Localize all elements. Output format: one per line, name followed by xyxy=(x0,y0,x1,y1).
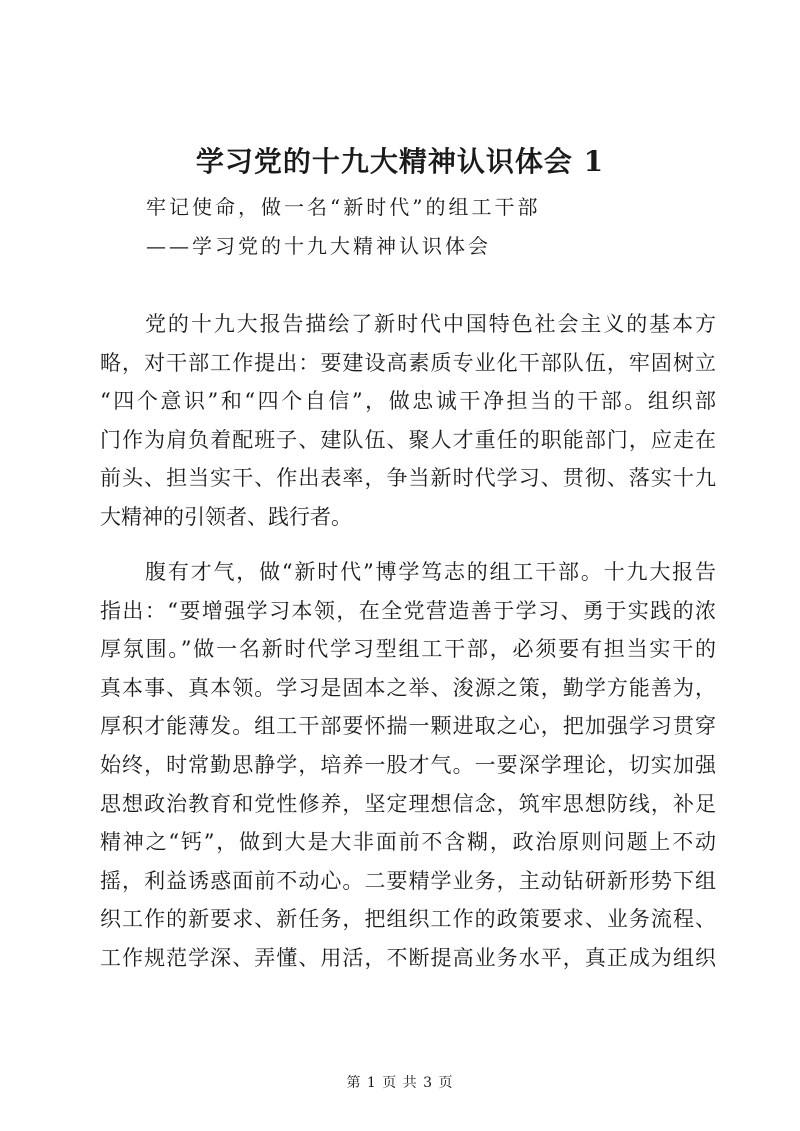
paragraph-line: 摇，利益诱惑面前不动心。二要精学业务，主动钻研新形势下组 xyxy=(100,868,716,893)
document-subtitle-line2: ——学习党的十九大精神认识体会 xyxy=(146,234,491,258)
page-footer: 第 1 页 共 3 页 xyxy=(346,1075,454,1091)
paragraph-1 xyxy=(100,305,716,537)
paragraph-line: 门作为肩负着配班子、建队伍、聚人才重任的职能部门，应走在 xyxy=(100,427,716,452)
paragraph-line: 指出：“要增强学习本领，在全党营造善于学习、勇于实践的浓 xyxy=(100,598,716,623)
paragraph-line: 厚积才能薄发。组工干部要怀揣一颗进取之心，把加强学习贯穿 xyxy=(100,714,716,739)
document-title: 学习党的十九大精神认识体会 1 xyxy=(195,145,605,178)
paragraph-line: 工作规范学深、弄懂、用活，不断提高业务水平，真正成为组织 xyxy=(100,945,716,970)
paragraph-line: 始终，时常勤思静学，培养一股才气。一要深学理论，切实加强 xyxy=(100,752,716,777)
paragraph-line: 大精神的引领者、践行者。 xyxy=(100,504,352,529)
paragraph-line: 前头、担当实干、作出表率，争当新时代学习、贯彻、落实十九 xyxy=(100,466,716,491)
paragraph-line: “四个意识”和“四个自信”，做忠诚干净担当的干部。组织部 xyxy=(100,389,716,414)
paragraph-line: 略，对干部工作提出：要建设高素质专业化干部队伍，牢固树立 xyxy=(100,350,716,375)
paragraph-2 xyxy=(100,553,716,978)
paragraph-line: 党的十九大报告描绘了新时代中国特色社会主义的基本方 xyxy=(145,312,716,336)
paragraph-line: 厚氛围。”做一名新时代学习型组工干部，必须要有担当实干的 xyxy=(100,637,716,662)
paragraph-line: 思想政治教育和党性修养，坚定理想信念，筑牢思想防线，补足 xyxy=(100,791,716,816)
paragraph-line: 织工作的新要求、新任务，把组织工作的政策要求、业务流程、 xyxy=(100,907,716,932)
paragraph-line: 真本事、真本领。学习是固本之举、浚源之策，勤学方能善为， xyxy=(100,675,716,700)
paragraph-line: 腹有才气，做“新时代”博学笃志的组工干部。十九大报告 xyxy=(145,560,716,584)
document-subtitle-line1: 牢记使命，做一名“新时代”的组工干部 xyxy=(146,195,541,219)
paragraph-line: 精神之“钙”，做到大是大非面前不含糊，政治原则问题上不动 xyxy=(100,830,716,855)
